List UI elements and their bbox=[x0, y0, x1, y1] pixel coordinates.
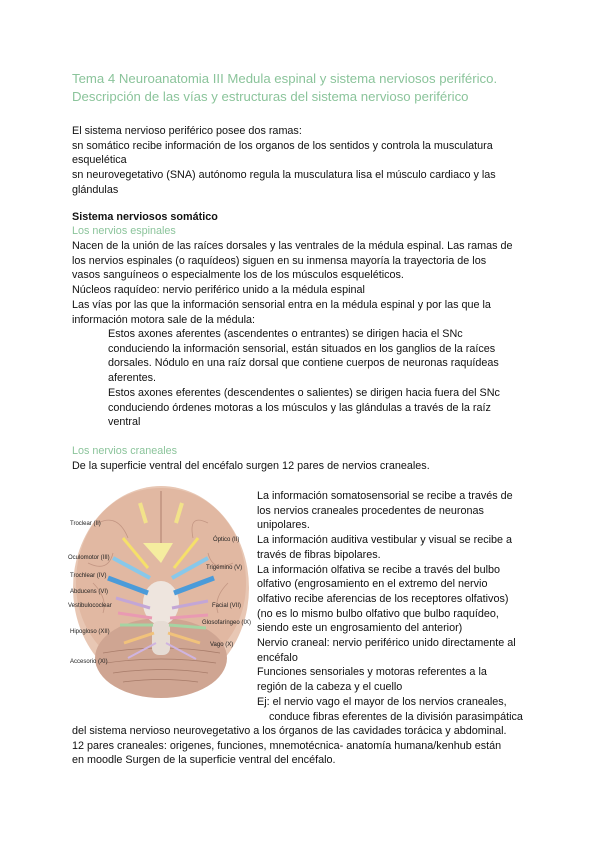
subheading-cranial-nerves: Los nervios craneales bbox=[72, 445, 178, 457]
right-column-text bbox=[257, 489, 527, 724]
label-vestibulococlear: Vestibulococlear bbox=[68, 603, 112, 609]
label-abducens: Abducens (VI) bbox=[70, 589, 109, 595]
text-line: encéfalo bbox=[257, 651, 298, 664]
text-line: 12 pares craneales: origenes, funciones, mnemotécnica- anatomía humana/kenhub están bbox=[72, 739, 502, 752]
label-oculomotor: Oculomotor (III) bbox=[68, 555, 110, 561]
intro-paragraph bbox=[72, 124, 532, 198]
intro-line: esquelética bbox=[72, 154, 127, 167]
text-line: La información olfativa se recibe a través del bulbo bbox=[257, 563, 501, 576]
label-trochlear-ii: Troclear (II) bbox=[70, 521, 101, 527]
closing-paragraph bbox=[72, 724, 532, 768]
text-line: unipolares. bbox=[257, 519, 310, 532]
text-line: conduciendo la información sensorial, están situados en los ganglios de la raíces bbox=[108, 342, 496, 355]
text-line: La información auditiva vestibular y visual se recibe a bbox=[257, 534, 513, 547]
text-line: Nervio craneal: nervio periférico unido directamente al bbox=[257, 637, 516, 650]
label-vago: Vago (X) bbox=[210, 642, 234, 648]
text-line: Estos axones eferentes (descendentes o salientes) se dirigen hacia fuera del SNc bbox=[108, 386, 500, 399]
text-line: ventral bbox=[108, 416, 141, 429]
section-heading: Sistema nerviosos somático bbox=[72, 211, 218, 223]
text-line: región de la cabeza y el cuello bbox=[257, 681, 403, 694]
label-hipogloso: Hipogloso (XII) bbox=[70, 629, 110, 635]
spinal-paragraph bbox=[72, 239, 532, 327]
indented-paragraph bbox=[108, 327, 528, 430]
document-title bbox=[72, 70, 542, 106]
label-accesorio: Accesorio (XI) bbox=[70, 659, 108, 665]
text-line: través de fibras bipolares. bbox=[257, 548, 381, 561]
text-line: información motora sale de la médula: bbox=[72, 313, 256, 326]
text-line: conduciendo órdenes motoras a los músculos y las glándulas a través de la raíz bbox=[108, 401, 491, 414]
text-line: La información somatosensorial se recibe a través de bbox=[257, 490, 513, 502]
text-line: Nacen de la unión de las raíces dorsales y las ventrales de la médula espinal. Las ramas de bbox=[72, 240, 513, 252]
text-line: vasos sanguíneos o especialmente los de los músculos esqueléticos. bbox=[72, 269, 404, 282]
intro-line: sn somático recibe información de los organos de los sentidos y controla la musculatura bbox=[72, 139, 493, 152]
intro-line: sn neurovegetativo (SNA) autónomo regula la musculatura lisa el músculo cardiaco y las bbox=[72, 169, 496, 182]
text-line: Estos axones aferentes (ascendentes o entrantes) se dirigen hacia el SNc bbox=[108, 328, 463, 340]
text-line: Ej: el nervio vago el mayor de los nervios craneales, bbox=[257, 695, 507, 708]
text-line: Funciones sensoriales y motoras referentes a la bbox=[257, 666, 487, 679]
title-line-1: Tema 4 Neuroanatomia III Medula espinal y sistema nerviosos periférico. bbox=[72, 71, 498, 86]
cranial-intro: De la superficie ventral del encéfalo surgen 12 pares de nervios craneales. bbox=[72, 460, 430, 472]
text-line: en moodle Surgen de la superficie ventral del encéfalo. bbox=[72, 754, 336, 767]
text-line: los nervios craneales procedentes de neuronas bbox=[257, 504, 484, 517]
text-line: aferentes. bbox=[108, 372, 157, 385]
text-line: Las vías por las que la información sensorial entra en la médula espinal y por las que la bbox=[72, 298, 491, 311]
label-trigemino: Trigémino (V) bbox=[206, 565, 243, 571]
text-line: los nervios espinales (o raquídeos) siguen en su inmensa mayoría la trayectoria de los bbox=[72, 254, 487, 267]
text-line: olfativo (engrosamiento en el extremo del nervio bbox=[257, 578, 488, 591]
text-line: conduce fibras eferentes de la división parasimpática bbox=[269, 710, 523, 723]
label-optico: Óptico (II) bbox=[213, 537, 240, 543]
text-line: siendo este un engrosamiento del anterior) bbox=[257, 622, 463, 635]
label-glosofaringeo: Glosofaríngeo (IX) bbox=[202, 620, 252, 626]
label-facial: Facial (VII) bbox=[212, 603, 242, 609]
text-line: Núcleos raquídeo: nervio periférico unido a la médula espinal bbox=[72, 284, 365, 297]
text-line: del sistema nervioso neurovegetativo a los órganos de las cavidades torácica y abdominal. bbox=[72, 725, 507, 737]
intro-line: El sistema nervioso periférico posee dos ramas: bbox=[72, 125, 302, 137]
cranial-nerves-diagram bbox=[68, 483, 254, 703]
text-line: (no es lo mismo bulbo olfativo que bulbo raquídeo, bbox=[257, 607, 499, 620]
text-line: olfativo recibe aferencias de los receptores olfativos) bbox=[257, 592, 509, 605]
label-trochlear-iv: Trochlear (IV) bbox=[70, 573, 107, 579]
intro-line: glándulas bbox=[72, 183, 119, 196]
subheading-spinal-nerves: Los nervios espinales bbox=[72, 225, 176, 237]
title-line-2: Descripción de las vías y estructuras del sistema nervioso periférico bbox=[72, 89, 469, 104]
text-line: dorsales. Nódulo en una raíz dorsal que contiene cuerpos de neuronas raquídeas bbox=[108, 357, 499, 370]
